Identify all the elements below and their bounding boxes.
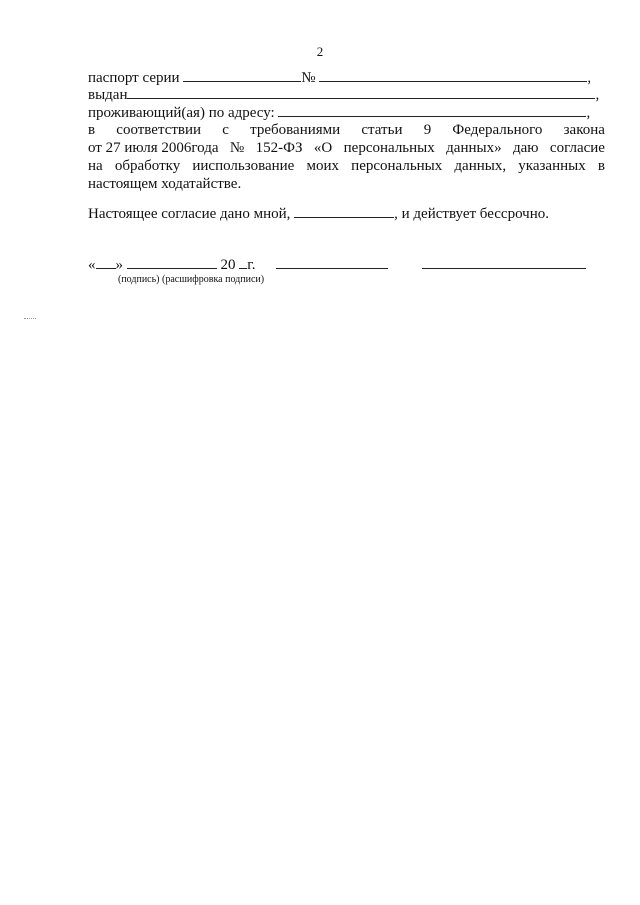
issued-label: выдан (88, 87, 128, 103)
word: даю (513, 140, 539, 156)
word: в (597, 158, 605, 174)
word: настоящем ходатайстве. (88, 176, 242, 192)
passport-trailing-comma: , (587, 70, 592, 86)
margin-mark (24, 318, 36, 319)
day-field[interactable] (96, 255, 116, 269)
word: данных» (446, 140, 502, 156)
word: обработку (114, 158, 181, 174)
page-number: 2 (316, 44, 324, 59)
address-line (88, 103, 605, 122)
word: с (222, 122, 229, 138)
word: от 27 июля 2006года (88, 140, 219, 156)
consent-paragraph-line (88, 121, 605, 139)
word: указанных (518, 158, 586, 174)
word: моих (306, 158, 340, 174)
month-field[interactable] (127, 255, 217, 269)
word: персональных (351, 158, 443, 174)
issued-field[interactable] (127, 85, 595, 99)
consent-paragraph-line (88, 139, 605, 157)
issued-line (88, 85, 605, 104)
passport-number-label: № (301, 70, 316, 86)
word: ииспользование (192, 158, 295, 174)
word: персональных (343, 140, 435, 156)
word: в (88, 122, 96, 138)
word: закона (563, 122, 605, 138)
consent-statement-suffix: , и действует бессрочно. (394, 206, 549, 222)
consent-paragraph (88, 121, 605, 193)
consent-statement-prefix: Настоящее согласие дано мной, (88, 206, 291, 222)
word: 9 (423, 122, 432, 138)
caption-decoding: (расшифровка подписи) (162, 274, 265, 285)
passport-series-label: паспорт серии (88, 70, 180, 86)
word: данных, (454, 158, 507, 174)
year-suffix: г. (247, 257, 256, 273)
signature-caption (118, 274, 264, 285)
address-field[interactable] (278, 103, 586, 117)
word: № (229, 140, 245, 156)
date-open-quote: « (88, 257, 96, 273)
word: на (88, 158, 103, 174)
consent-statement (88, 204, 605, 223)
consent-paragraph-line (88, 175, 605, 193)
signature-row (88, 255, 608, 275)
caption-signature: (подпись) (118, 274, 160, 285)
date-close-quote: » (115, 257, 123, 273)
consent-paragraph-line (88, 157, 605, 175)
word: согласие (549, 140, 605, 156)
passport-number-field[interactable] (319, 68, 587, 82)
word: «О (313, 140, 333, 156)
address-trailing-comma: , (586, 105, 591, 121)
word: статьи (361, 122, 403, 138)
address-label: проживающий(ая) по адресу: (88, 105, 275, 121)
word: 152-ФЗ (255, 140, 303, 156)
consent-date-field[interactable] (294, 204, 394, 218)
word: Федерального (452, 122, 543, 138)
word: требованиями (250, 122, 341, 138)
signature-field[interactable] (276, 255, 388, 269)
passport-series-field[interactable] (183, 68, 301, 82)
year-prefix: 20 (220, 257, 236, 273)
issued-trailing-comma: , (595, 87, 600, 103)
word: соответствии (116, 122, 202, 138)
signature-decoding-field[interactable] (422, 255, 586, 269)
